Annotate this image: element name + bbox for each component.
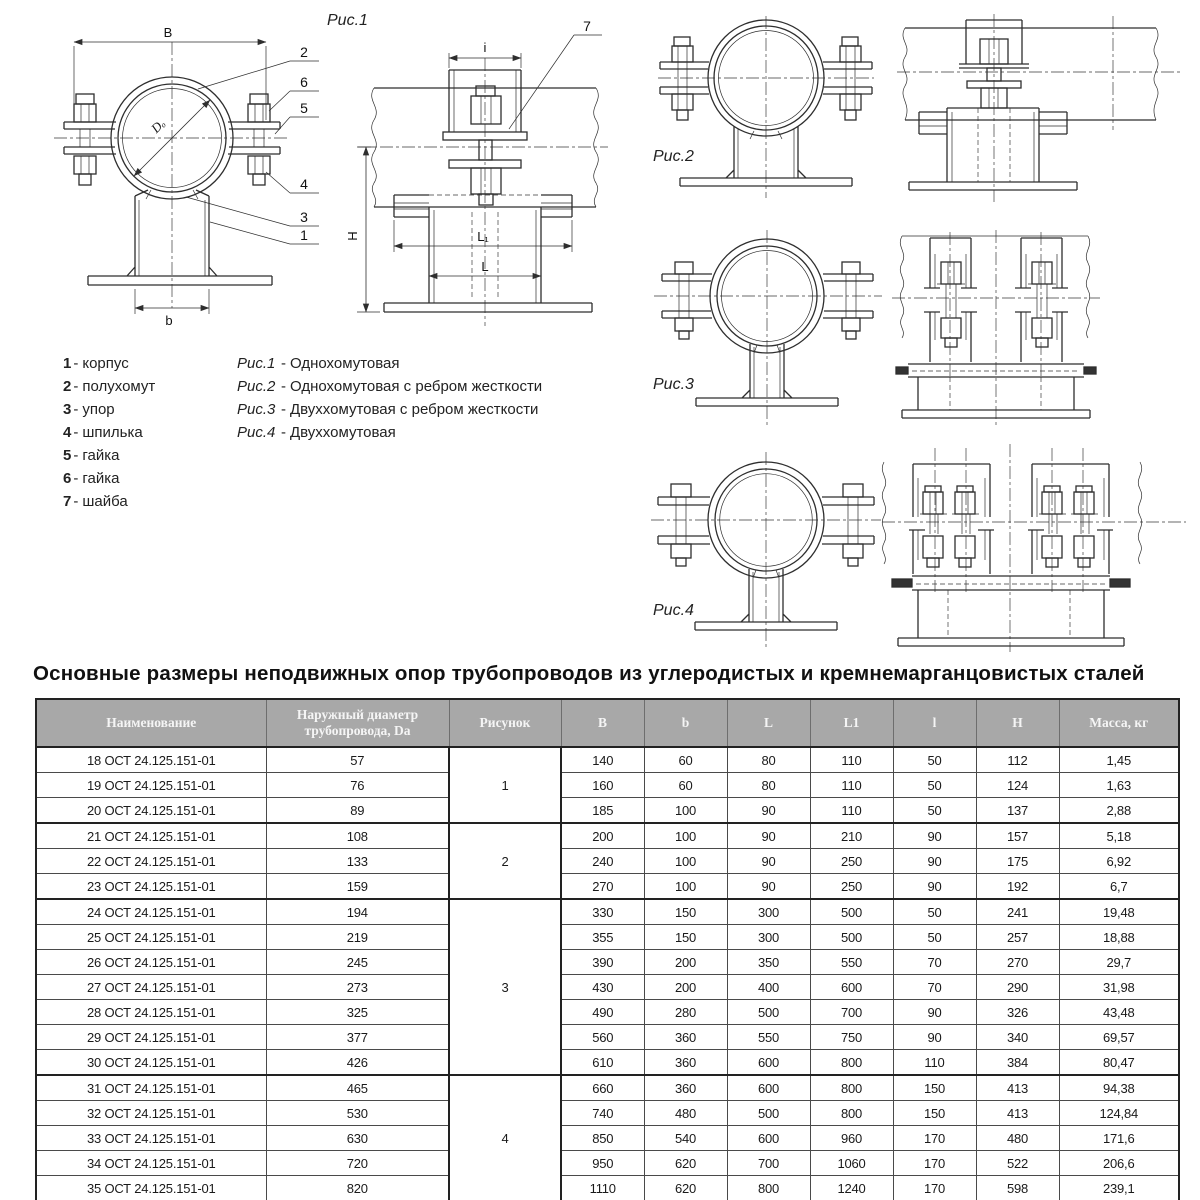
cell-H: 192 — [976, 874, 1059, 900]
cell-diameter: 219 — [266, 925, 449, 950]
table-row — [36, 1151, 1179, 1176]
cell-L: 700 — [727, 1151, 810, 1176]
cell-diameter: 57 — [266, 747, 449, 773]
support-body — [88, 190, 272, 285]
table-row — [36, 1126, 1179, 1151]
cell-H: 124 — [976, 773, 1059, 798]
cell-name: 34 ОСТ 24.125.151-01 — [36, 1151, 266, 1176]
dash: - — [73, 355, 79, 372]
cell-L: 600 — [727, 1050, 810, 1076]
cell-L1: 700 — [810, 1000, 893, 1025]
dash: - — [73, 378, 79, 395]
cell-diameter: 76 — [266, 773, 449, 798]
header-B: B — [561, 699, 644, 747]
cell-b: 100 — [644, 798, 727, 824]
cell-b: 200 — [644, 950, 727, 975]
cell-figure: 1 — [449, 747, 561, 823]
cell-L: 500 — [727, 1000, 810, 1025]
cell-L: 90 — [727, 798, 810, 824]
cell-diameter: 377 — [266, 1025, 449, 1050]
table-row — [36, 1075, 1179, 1101]
table-body — [36, 747, 1179, 1200]
legend-part-ref: 5 — [63, 447, 72, 464]
fig4-side-drawing — [878, 442, 1190, 656]
cell-H: 270 — [976, 950, 1059, 975]
upper-brackets — [913, 464, 1109, 517]
dash: - — [281, 401, 286, 418]
cell-diameter: 720 — [266, 1151, 449, 1176]
fig3-front-drawing — [648, 226, 894, 432]
cell-l: 50 — [893, 798, 976, 824]
dim-H: H — [345, 231, 360, 241]
cell-diameter: 530 — [266, 1101, 449, 1126]
cell-mass: 69,57 — [1059, 1025, 1179, 1050]
fig1-side-drawing — [344, 12, 632, 332]
fig1-label: Рис.1 — [327, 12, 368, 29]
centerlines — [651, 452, 881, 650]
legend-part-ref: 4 — [63, 424, 72, 441]
cell-b: 60 — [644, 747, 727, 773]
cell-B: 660 — [561, 1075, 644, 1101]
cell-mass: 6,92 — [1059, 849, 1179, 874]
pipe-break-lines — [900, 236, 1089, 338]
legend-figure-ref: Рис.2 — [237, 378, 276, 395]
cell-l: 150 — [893, 1101, 976, 1126]
cell-mass: 1,63 — [1059, 773, 1179, 798]
cell-L: 90 — [727, 823, 810, 849]
dash: - — [281, 424, 286, 441]
cell-l: 90 — [893, 849, 976, 874]
cell-name: 27 ОСТ 24.125.151-01 — [36, 975, 266, 1000]
legend-part-name: гайка — [82, 447, 120, 464]
legend-part-name: гайка — [82, 470, 120, 487]
cell-diameter: 194 — [266, 899, 449, 925]
cell-L1: 800 — [810, 1050, 893, 1076]
cell-name: 26 ОСТ 24.125.151-01 — [36, 950, 266, 975]
legend-part-name: упор — [82, 401, 115, 418]
dim-B: B — [163, 25, 173, 40]
cell-mass: 124,84 — [1059, 1101, 1179, 1126]
fig1-front-drawing — [38, 10, 330, 332]
cell-figure: 2 — [449, 823, 561, 899]
cell-b: 360 — [644, 1050, 727, 1076]
callout-5: 5 — [300, 100, 308, 116]
cell-B: 240 — [561, 849, 644, 874]
cell-name: 25 ОСТ 24.125.151-01 — [36, 925, 266, 950]
cell-diameter: 133 — [266, 849, 449, 874]
support-details — [394, 203, 572, 303]
cell-L: 90 — [727, 849, 810, 874]
header-figure: Рисунок — [449, 699, 561, 747]
cell-L1: 1060 — [810, 1151, 893, 1176]
cell-mass: 31,98 — [1059, 975, 1179, 1000]
dimensions-table-wrap — [35, 698, 1180, 1200]
cell-diameter: 89 — [266, 798, 449, 824]
cell-L: 600 — [727, 1126, 810, 1151]
cell-H: 413 — [976, 1101, 1059, 1126]
fig4-label: Рис.4 — [653, 602, 694, 619]
cell-l: 90 — [893, 1025, 976, 1050]
cell-L1: 500 — [810, 899, 893, 925]
legend-part-name: шпилька — [82, 424, 143, 441]
cell-figure: 3 — [449, 899, 561, 1075]
header-L: L — [727, 699, 810, 747]
support-body — [892, 576, 1130, 646]
support-details — [919, 112, 1067, 182]
support-body — [384, 195, 592, 312]
legend-part — [63, 398, 155, 421]
table-row — [36, 874, 1179, 900]
legend-parts — [63, 352, 155, 513]
fig4-front-drawing — [645, 448, 895, 654]
cell-B: 850 — [561, 1126, 644, 1151]
cell-b: 150 — [644, 925, 727, 950]
table-row — [36, 950, 1179, 975]
legend-part-ref: 3 — [63, 401, 72, 418]
legend-figure-name: Однохомутовая — [290, 355, 400, 372]
dim-L: L — [481, 259, 489, 274]
cell-b: 150 — [644, 899, 727, 925]
cell-L1: 1240 — [810, 1176, 893, 1200]
legend-part-ref: 2 — [63, 378, 72, 395]
cell-mass: 94,38 — [1059, 1075, 1179, 1101]
cell-diameter: 245 — [266, 950, 449, 975]
cell-mass: 29,7 — [1059, 950, 1179, 975]
cell-B: 270 — [561, 874, 644, 900]
cell-L1: 750 — [810, 1025, 893, 1050]
cell-L: 600 — [727, 1075, 810, 1101]
header-l: l — [893, 699, 976, 747]
cell-H: 157 — [976, 823, 1059, 849]
cell-H: 137 — [976, 798, 1059, 824]
clamp-lugs — [662, 262, 873, 339]
cell-b: 200 — [644, 975, 727, 1000]
cell-L: 300 — [727, 899, 810, 925]
cell-name: 33 ОСТ 24.125.151-01 — [36, 1126, 266, 1151]
legend-part-name: полухомут — [82, 378, 156, 395]
cell-B: 390 — [561, 950, 644, 975]
cell-B: 200 — [561, 823, 644, 849]
cell-name: 21 ОСТ 24.125.151-01 — [36, 823, 266, 849]
cell-L1: 250 — [810, 874, 893, 900]
pipe-break-lines — [882, 462, 1141, 564]
cell-name: 23 ОСТ 24.125.151-01 — [36, 874, 266, 900]
legend-part — [63, 421, 155, 444]
table-row — [36, 1050, 1179, 1076]
dimension-lines — [357, 53, 572, 312]
table-header — [36, 699, 1179, 747]
legend-part — [63, 490, 155, 513]
cell-H: 598 — [976, 1176, 1059, 1200]
pipe-break-lines — [903, 28, 1158, 120]
cell-B: 740 — [561, 1101, 644, 1126]
legend-figure-name: Двуххомутовая с ребром жесткости — [290, 401, 539, 418]
legend-figure — [237, 421, 542, 444]
centerlines — [654, 230, 882, 426]
header-b: b — [644, 699, 727, 747]
dimensions-table — [35, 698, 1180, 1200]
fig3-label: Рис.3 — [653, 376, 694, 393]
callout-1: 1 — [300, 227, 308, 243]
header-diameter: Наружный диаметр трубопровода, Da — [266, 699, 449, 747]
callout-6: 6 — [300, 74, 308, 90]
cell-l: 50 — [893, 773, 976, 798]
cell-H: 290 — [976, 975, 1059, 1000]
callout-7: 7 — [583, 18, 591, 34]
dash: - — [73, 447, 79, 464]
callout-2: 2 — [300, 44, 308, 60]
table-row — [36, 773, 1179, 798]
table-row — [36, 1176, 1179, 1200]
cell-l: 70 — [893, 975, 976, 1000]
cell-figure: 4 — [449, 1075, 561, 1200]
legend-figure — [237, 375, 542, 398]
cell-L1: 110 — [810, 747, 893, 773]
centerlines — [358, 58, 608, 326]
cell-l: 70 — [893, 950, 976, 975]
table-row — [36, 747, 1179, 773]
callout-4: 4 — [300, 176, 308, 192]
cell-b: 360 — [644, 1025, 727, 1050]
cell-B: 490 — [561, 1000, 644, 1025]
cell-L1: 500 — [810, 925, 893, 950]
dash: - — [73, 401, 79, 418]
legend-part-name: шайба — [82, 493, 128, 510]
header-H: H — [976, 699, 1059, 747]
table-row — [36, 1101, 1179, 1126]
legend-figure-ref: Рис.3 — [237, 401, 276, 418]
dash: - — [73, 470, 79, 487]
fig2-front-drawing — [650, 12, 890, 204]
cell-mass: 80,47 — [1059, 1050, 1179, 1076]
dim-b: b — [165, 313, 173, 328]
cell-B: 1110 — [561, 1176, 644, 1200]
legend-figure-ref: Рис.4 — [237, 424, 276, 441]
cell-name: 30 ОСТ 24.125.151-01 — [36, 1050, 266, 1076]
dash: - — [73, 424, 79, 441]
header-mass: Масса, кг — [1059, 699, 1179, 747]
cell-B: 140 — [561, 747, 644, 773]
table-row — [36, 975, 1179, 1000]
cell-L: 80 — [727, 747, 810, 773]
cell-H: 112 — [976, 747, 1059, 773]
legend-part — [63, 444, 155, 467]
table-row — [36, 1025, 1179, 1050]
legend-figure-ref: Рис.1 — [237, 355, 276, 372]
cell-H: 480 — [976, 1126, 1059, 1151]
cell-L1: 550 — [810, 950, 893, 975]
legend-part — [63, 375, 155, 398]
legend-part — [63, 352, 155, 375]
table-row — [36, 849, 1179, 874]
fig3-side-drawing — [888, 228, 1104, 432]
cell-H: 522 — [976, 1151, 1059, 1176]
header-L1: L1 — [810, 699, 893, 747]
table-row — [36, 823, 1179, 849]
hidden-lines — [916, 584, 1106, 638]
cell-B: 330 — [561, 899, 644, 925]
callout-3: 3 — [300, 209, 308, 225]
cell-B: 610 — [561, 1050, 644, 1076]
cell-H: 326 — [976, 1000, 1059, 1025]
cell-mass: 18,88 — [1059, 925, 1179, 950]
cell-b: 100 — [644, 874, 727, 900]
cell-H: 175 — [976, 849, 1059, 874]
centerlines — [54, 42, 290, 308]
cell-name: 18 ОСТ 24.125.151-01 — [36, 747, 266, 773]
dim-i: i — [483, 40, 487, 55]
table-row — [36, 925, 1179, 950]
cell-H: 241 — [976, 899, 1059, 925]
cell-L: 400 — [727, 975, 810, 1000]
cell-L: 550 — [727, 1025, 810, 1050]
dim-D0: Dₒ — [147, 115, 168, 136]
cell-B: 560 — [561, 1025, 644, 1050]
cell-L1: 800 — [810, 1101, 893, 1126]
table-row — [36, 1000, 1179, 1025]
legend-figures — [237, 352, 542, 444]
fig2-side-drawing — [893, 12, 1185, 204]
cell-mass: 1,45 — [1059, 747, 1179, 773]
cell-name: 20 ОСТ 24.125.151-01 — [36, 798, 266, 824]
cell-l: 90 — [893, 874, 976, 900]
cell-b: 360 — [644, 1075, 727, 1101]
header-name: Наименование — [36, 699, 266, 747]
cell-mass: 5,18 — [1059, 823, 1179, 849]
cell-l: 170 — [893, 1176, 976, 1200]
cell-L: 90 — [727, 874, 810, 900]
cell-name: 28 ОСТ 24.125.151-01 — [36, 1000, 266, 1025]
fig2-label: Рис.2 — [653, 148, 694, 165]
centerlines — [892, 230, 1100, 428]
cell-l: 170 — [893, 1151, 976, 1176]
cell-L: 500 — [727, 1101, 810, 1126]
page-title: Основные размеры неподвижных опор трубопроводов из углеродистых и кремнемарганцовистых сталей — [33, 662, 1145, 685]
cell-L: 300 — [727, 925, 810, 950]
cell-mass: 43,48 — [1059, 1000, 1179, 1025]
cell-L1: 110 — [810, 773, 893, 798]
cell-L1: 960 — [810, 1126, 893, 1151]
cell-l: 90 — [893, 823, 976, 849]
cell-name: 32 ОСТ 24.125.151-01 — [36, 1101, 266, 1126]
cell-diameter: 325 — [266, 1000, 449, 1025]
lower-brackets — [909, 530, 1113, 574]
cell-H: 413 — [976, 1075, 1059, 1101]
table-row — [36, 899, 1179, 925]
cell-mass: 239,1 — [1059, 1176, 1179, 1200]
cell-H: 340 — [976, 1025, 1059, 1050]
cell-name: 24 ОСТ 24.125.151-01 — [36, 899, 266, 925]
legend-figure-name: Двуххомутовая — [290, 424, 396, 441]
dimension-lines — [74, 42, 266, 314]
cell-H: 384 — [976, 1050, 1059, 1076]
dash: - — [281, 378, 286, 395]
cell-L1: 210 — [810, 823, 893, 849]
table-row — [36, 798, 1179, 824]
cell-L1: 250 — [810, 849, 893, 874]
legend-part — [63, 467, 155, 490]
cell-l: 170 — [893, 1126, 976, 1151]
cell-b: 540 — [644, 1126, 727, 1151]
cell-name: 22 ОСТ 24.125.151-01 — [36, 849, 266, 874]
cell-B: 950 — [561, 1151, 644, 1176]
cell-mass: 206,6 — [1059, 1151, 1179, 1176]
cell-mass: 171,6 — [1059, 1126, 1179, 1151]
cell-name: 19 ОСТ 24.125.151-01 — [36, 773, 266, 798]
dash: - — [281, 355, 286, 372]
legend-figure-name: Однохомутовая с ребром жесткости — [290, 378, 543, 395]
cell-b: 100 — [644, 849, 727, 874]
cell-B: 430 — [561, 975, 644, 1000]
cell-diameter: 273 — [266, 975, 449, 1000]
cell-L1: 600 — [810, 975, 893, 1000]
legend-figure — [237, 352, 542, 375]
cell-b: 100 — [644, 823, 727, 849]
cell-b: 480 — [644, 1101, 727, 1126]
cell-l: 50 — [893, 899, 976, 925]
cell-mass: 2,88 — [1059, 798, 1179, 824]
legend-part-ref: 1 — [63, 355, 72, 372]
callout-leader — [509, 35, 602, 129]
cell-L: 350 — [727, 950, 810, 975]
clamp-plate — [959, 20, 1029, 108]
callout-leaders — [186, 61, 319, 244]
cell-b: 620 — [644, 1151, 727, 1176]
legend-part-ref: 6 — [63, 470, 72, 487]
cell-B: 160 — [561, 773, 644, 798]
cell-H: 257 — [976, 925, 1059, 950]
cell-b: 620 — [644, 1176, 727, 1200]
cell-L: 80 — [727, 773, 810, 798]
cell-L1: 800 — [810, 1075, 893, 1101]
cell-b: 60 — [644, 773, 727, 798]
dash: - — [73, 493, 79, 510]
cell-l: 50 — [893, 925, 976, 950]
cell-mass: 6,7 — [1059, 874, 1179, 900]
legend-part-ref: 7 — [63, 493, 72, 510]
cell-B: 185 — [561, 798, 644, 824]
cell-diameter: 159 — [266, 874, 449, 900]
cell-name: 35 ОСТ 24.125.151-01 — [36, 1176, 266, 1200]
cell-b: 280 — [644, 1000, 727, 1025]
pipe — [905, 28, 1156, 120]
cell-B: 355 — [561, 925, 644, 950]
cell-diameter: 465 — [266, 1075, 449, 1101]
cell-diameter: 426 — [266, 1050, 449, 1076]
bolt-details — [676, 497, 858, 544]
dim-L1: L₁ — [477, 229, 489, 244]
cell-L: 800 — [727, 1176, 810, 1200]
callout-numbers — [300, 44, 308, 243]
cell-diameter: 630 — [266, 1126, 449, 1151]
cell-diameter: 820 — [266, 1176, 449, 1200]
cell-name: 29 ОСТ 24.125.151-01 — [36, 1025, 266, 1050]
cell-l: 50 — [893, 747, 976, 773]
cell-l: 90 — [893, 1000, 976, 1025]
cell-l: 150 — [893, 1075, 976, 1101]
cell-name: 31 ОСТ 24.125.151-01 — [36, 1075, 266, 1101]
cell-l: 110 — [893, 1050, 976, 1076]
cell-mass: 19,48 — [1059, 899, 1179, 925]
cell-diameter: 108 — [266, 823, 449, 849]
legend-part-name: корпус — [82, 355, 129, 372]
cell-L1: 110 — [810, 798, 893, 824]
legend-figure — [237, 398, 542, 421]
